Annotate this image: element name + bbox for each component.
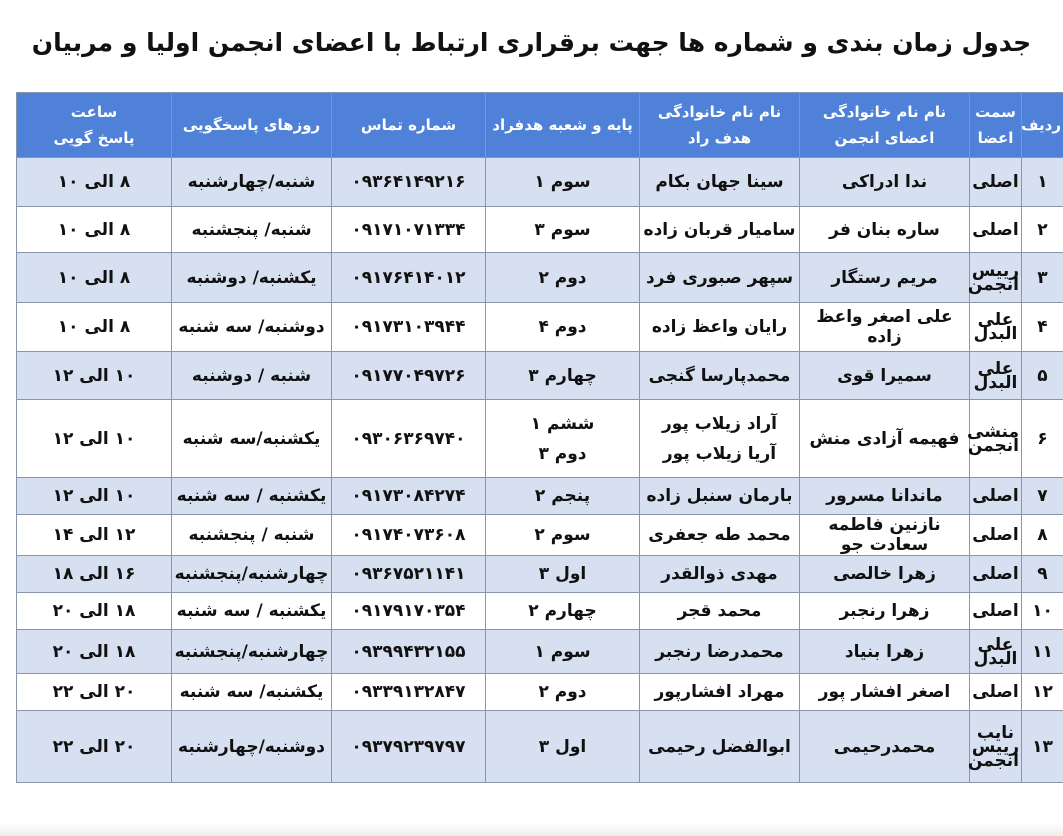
phone-number: ۰۹۱۷۷۰۴۹۷۲۶	[332, 352, 486, 400]
student-name: مهدی ذوالقدر	[640, 556, 800, 593]
phone-number: ۰۹۳۶۷۵۲۱۱۴۱	[332, 556, 486, 593]
member-position: علی البدل	[970, 630, 1022, 674]
student-grade: ششم ۱ دوم ۳	[486, 400, 640, 478]
schedule-table	[16, 92, 1063, 783]
member-name: علی اصغر واعظ زاده	[800, 303, 970, 352]
student-name: محمد قجر	[640, 593, 800, 630]
student-grade: سوم ۱	[486, 158, 640, 207]
answer-days: شنبه/ پنجشنبه	[172, 207, 332, 253]
student-name: رایان واعظ زاده	[640, 303, 800, 352]
header-phone: شماره تماس	[332, 93, 486, 158]
phone-number: ۰۹۱۷۱۰۷۱۳۳۴	[332, 207, 486, 253]
row-no: ۱۲	[1022, 674, 1063, 711]
row-no: ۷	[1022, 478, 1063, 515]
student-name: محمدرضا رنجبر	[640, 630, 800, 674]
table-row	[17, 158, 1063, 207]
answer-hours: ۱۰ الی ۱۲	[17, 478, 172, 515]
member-name: سمیرا قوی	[800, 352, 970, 400]
phone-number: ۰۹۱۷۳۰۸۴۲۷۴	[332, 478, 486, 515]
answer-hours: ۱۰ الی ۱۲	[17, 352, 172, 400]
student-grade: پنجم ۲	[486, 478, 640, 515]
answer-hours: ۱۲ الی ۱۴	[17, 515, 172, 556]
member-position: اصلی	[970, 158, 1022, 207]
answer-hours: ۸ الی ۱۰	[17, 253, 172, 303]
answer-days: یکشنبه/ سه شنبه	[172, 674, 332, 711]
table-row	[17, 400, 1063, 478]
answer-hours: ۸ الی ۱۰	[17, 207, 172, 253]
member-name: ساره بنان فر	[800, 207, 970, 253]
answer-days: یکشنبه/ دوشنبه	[172, 253, 332, 303]
student-grade: دوم ۲	[486, 253, 640, 303]
table-row	[17, 515, 1063, 556]
answer-hours: ۲۰ الی ۲۲	[17, 674, 172, 711]
answer-hours: ۲۰ الی ۲۲	[17, 711, 172, 783]
answer-hours: ۸ الی ۱۰	[17, 158, 172, 207]
row-no: ۱۰	[1022, 593, 1063, 630]
bottom-edge-shadow	[0, 822, 1063, 836]
answer-hours: ۱۶ الی ۱۸	[17, 556, 172, 593]
phone-number: ۰۹۳۳۹۱۳۲۸۴۷	[332, 674, 486, 711]
member-position: نایب رییس انجمن	[970, 711, 1022, 783]
table-row	[17, 253, 1063, 303]
row-no: ۱۳	[1022, 711, 1063, 783]
table-row	[17, 711, 1063, 783]
table-row	[17, 352, 1063, 400]
student-name: ابوالفضل رحیمی	[640, 711, 800, 783]
answer-days: یکشنبه / سه شنبه	[172, 478, 332, 515]
phone-number: ۰۹۳۷۹۲۳۹۷۹۷	[332, 711, 486, 783]
answer-days: یکشنبه/سه شنبه	[172, 400, 332, 478]
row-no: ۱۱	[1022, 630, 1063, 674]
member-position: منشی انجمن	[970, 400, 1022, 478]
phone-number: ۰۹۱۷۴۰۷۳۶۰۸	[332, 515, 486, 556]
header-hours: ساعت پاسخ گویی	[17, 93, 172, 158]
row-no: ۸	[1022, 515, 1063, 556]
answer-hours: ۸ الی ۱۰	[17, 303, 172, 352]
student-grade: سوم ۳	[486, 207, 640, 253]
table-row	[17, 674, 1063, 711]
student-name: مهراد افشارپور	[640, 674, 800, 711]
phone-number: ۰۹۱۷۳۱۰۳۹۴۴	[332, 303, 486, 352]
member-position: اصلی	[970, 207, 1022, 253]
table-row	[17, 556, 1063, 593]
table-row	[17, 303, 1063, 352]
member-name: ماندانا مسرور	[800, 478, 970, 515]
answer-days: شنبه / پنجشنبه	[172, 515, 332, 556]
header-row	[17, 93, 1063, 158]
header-position: سمت اعضا	[970, 93, 1022, 158]
table-row	[17, 593, 1063, 630]
member-position: رییس انجمن	[970, 253, 1022, 303]
student-grade: دوم ۴	[486, 303, 640, 352]
student-name: بارمان سنبل زاده	[640, 478, 800, 515]
member-name: فهیمه آزادی منش	[800, 400, 970, 478]
member-position: علی البدل	[970, 303, 1022, 352]
student-name: سینا جهان بکام	[640, 158, 800, 207]
row-no: ۶	[1022, 400, 1063, 478]
answer-hours: ۱۰ الی ۱۲	[17, 400, 172, 478]
row-no: ۵	[1022, 352, 1063, 400]
member-position: اصلی	[970, 556, 1022, 593]
phone-number: ۰۹۱۷۶۴۱۴۰۱۲	[332, 253, 486, 303]
member-name: زهرا بنیاد	[800, 630, 970, 674]
phone-number: ۰۹۳۹۹۴۳۲۱۵۵	[332, 630, 486, 674]
student-grade: چهارم ۲	[486, 593, 640, 630]
row-no: ۹	[1022, 556, 1063, 593]
member-name: محمدرحیمی	[800, 711, 970, 783]
answer-days: دوشنبه/ سه شنبه	[172, 303, 332, 352]
member-name: اصغر افشار پور	[800, 674, 970, 711]
member-position: اصلی	[970, 674, 1022, 711]
member-name: مریم رستگار	[800, 253, 970, 303]
member-name: زهرا خالصی	[800, 556, 970, 593]
header-row-no: ردیف	[1022, 93, 1063, 158]
student-grade: سوم ۱	[486, 630, 640, 674]
header-days: روزهای پاسخگویی	[172, 93, 332, 158]
row-no: ۴	[1022, 303, 1063, 352]
student-name: محمدپارسا گنجی	[640, 352, 800, 400]
page-title: جدول زمان بندی و شماره ها جهت برقراری ارتباط با اعضای انجمن اولیا و مربیان	[31, 28, 1032, 57]
student-grade: سوم ۲	[486, 515, 640, 556]
table-row	[17, 478, 1063, 515]
student-grade: چهارم ۳	[486, 352, 640, 400]
member-name: نازنین فاطمه سعادت جو	[800, 515, 970, 556]
answer-days: شنبه/چهارشنبه	[172, 158, 332, 207]
row-no: ۲	[1022, 207, 1063, 253]
answer-days: چهارشنبه/پنجشنبه	[172, 556, 332, 593]
answer-hours: ۱۸ الی ۲۰	[17, 593, 172, 630]
member-position: اصلی	[970, 515, 1022, 556]
table-row	[17, 207, 1063, 253]
member-position: اصلی	[970, 478, 1022, 515]
student-grade: اول ۳	[486, 556, 640, 593]
student-grade: دوم ۲	[486, 674, 640, 711]
member-name: زهرا رنجبر	[800, 593, 970, 630]
student-name: سامیار قربان زاده	[640, 207, 800, 253]
phone-number: ۰۹۳۶۴۱۴۹۲۱۶	[332, 158, 486, 207]
answer-days: دوشنبه/چهارشنبه	[172, 711, 332, 783]
table-row	[17, 630, 1063, 674]
row-no: ۳	[1022, 253, 1063, 303]
member-name: ندا ادراکی	[800, 158, 970, 207]
header-student-name: نام نام خانوادگی هدف راد	[640, 93, 800, 158]
student-name: محمد طه جعفری	[640, 515, 800, 556]
answer-days: شنبه / دوشنبه	[172, 352, 332, 400]
answer-hours: ۱۸ الی ۲۰	[17, 630, 172, 674]
member-position: اصلی	[970, 593, 1022, 630]
phone-number: ۰۹۳۰۶۳۶۹۷۴۰	[332, 400, 486, 478]
student-name: آراد زیلاب پور آریا زیلاب پور	[640, 400, 800, 478]
answer-days: چهارشنبه/پنجشنبه	[172, 630, 332, 674]
member-position: علی البدل	[970, 352, 1022, 400]
header-grade: پایه و شعبه هدفراد	[486, 93, 640, 158]
student-name: سپهر صبوری فرد	[640, 253, 800, 303]
phone-number: ۰۹۱۷۹۱۷۰۳۵۴	[332, 593, 486, 630]
answer-days: یکشنبه / سه شنبه	[172, 593, 332, 630]
header-member-name: نام نام خانوادگی اعضای انجمن	[800, 93, 970, 158]
student-grade: اول ۳	[486, 711, 640, 783]
row-no: ۱	[1022, 158, 1063, 207]
